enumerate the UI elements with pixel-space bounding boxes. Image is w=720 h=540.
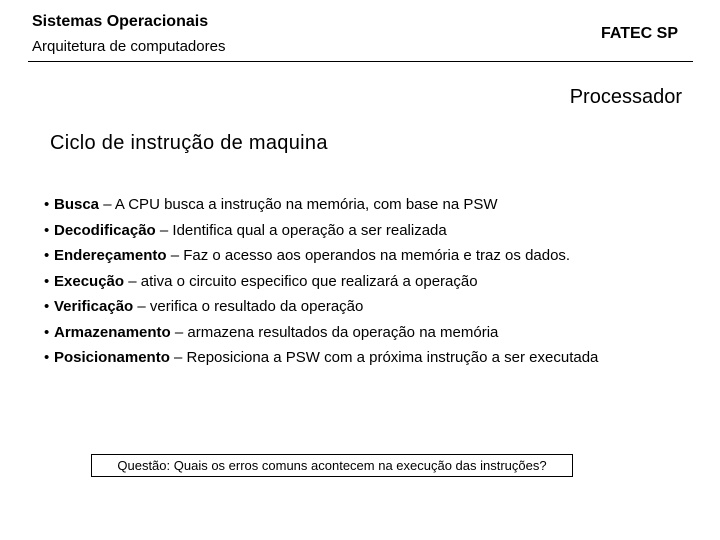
section-title: Processador bbox=[569, 86, 682, 108]
question-text: Questão: Quais os erros comuns acontecem na execução das instruções? bbox=[117, 458, 547, 473]
bullet-description: – verifica o resultado da operação bbox=[133, 298, 364, 315]
bullet-description: – Faz o acesso aos operandos na memória e traz os dados. bbox=[166, 247, 571, 264]
bullet-term: Verificação bbox=[54, 298, 134, 315]
course-subtitle: Arquitetura de computadores bbox=[32, 38, 226, 55]
bullet-term: Endereçamento bbox=[54, 247, 167, 264]
list-item-verificacao bbox=[44, 296, 598, 322]
slide-heading: Ciclo de instrução de maquina bbox=[50, 132, 328, 154]
bullet-marker: • bbox=[44, 196, 50, 213]
bullet-marker: • bbox=[44, 272, 50, 290]
course-title: Sistemas Operacionais bbox=[32, 13, 209, 30]
bullet-marker: • bbox=[44, 323, 50, 341]
bullet-marker: • bbox=[44, 247, 50, 264]
bullet-description: – Reposiciona a PSW com a próxima instrução a ser executada bbox=[169, 349, 599, 366]
list-item-armazenamento bbox=[44, 322, 598, 348]
bullet-marker: • bbox=[44, 298, 50, 315]
list-item-busca bbox=[44, 194, 598, 220]
list-item-execucao bbox=[44, 271, 598, 297]
bullet-marker: • bbox=[44, 221, 50, 239]
list-item-decodificacao bbox=[44, 220, 598, 246]
bullet-description: – armazena resultados da operação na memória bbox=[170, 323, 499, 341]
bullet-term: Execução bbox=[54, 272, 125, 290]
list-item-enderecamento bbox=[44, 245, 598, 271]
instruction-cycle-list bbox=[44, 194, 598, 373]
bullet-description: – Identifica qual a operação a ser realizada bbox=[155, 221, 447, 239]
bullet-term: Armazenamento bbox=[54, 323, 171, 341]
institution-name: FATEC SP bbox=[600, 25, 678, 42]
bullet-term: Busca bbox=[54, 196, 100, 213]
bullet-term: Posicionamento bbox=[54, 349, 170, 366]
bullet-description: – ativa o circuito especifico que realizará a operação bbox=[124, 272, 478, 290]
bullet-term: Decodificação bbox=[54, 221, 156, 239]
bullet-description: – A CPU busca a instrução na memória, com base na PSW bbox=[99, 196, 498, 213]
list-item-posicionamento bbox=[44, 347, 598, 373]
bullet-marker: • bbox=[44, 349, 50, 366]
header-divider bbox=[28, 61, 693, 62]
question-box bbox=[91, 454, 573, 477]
